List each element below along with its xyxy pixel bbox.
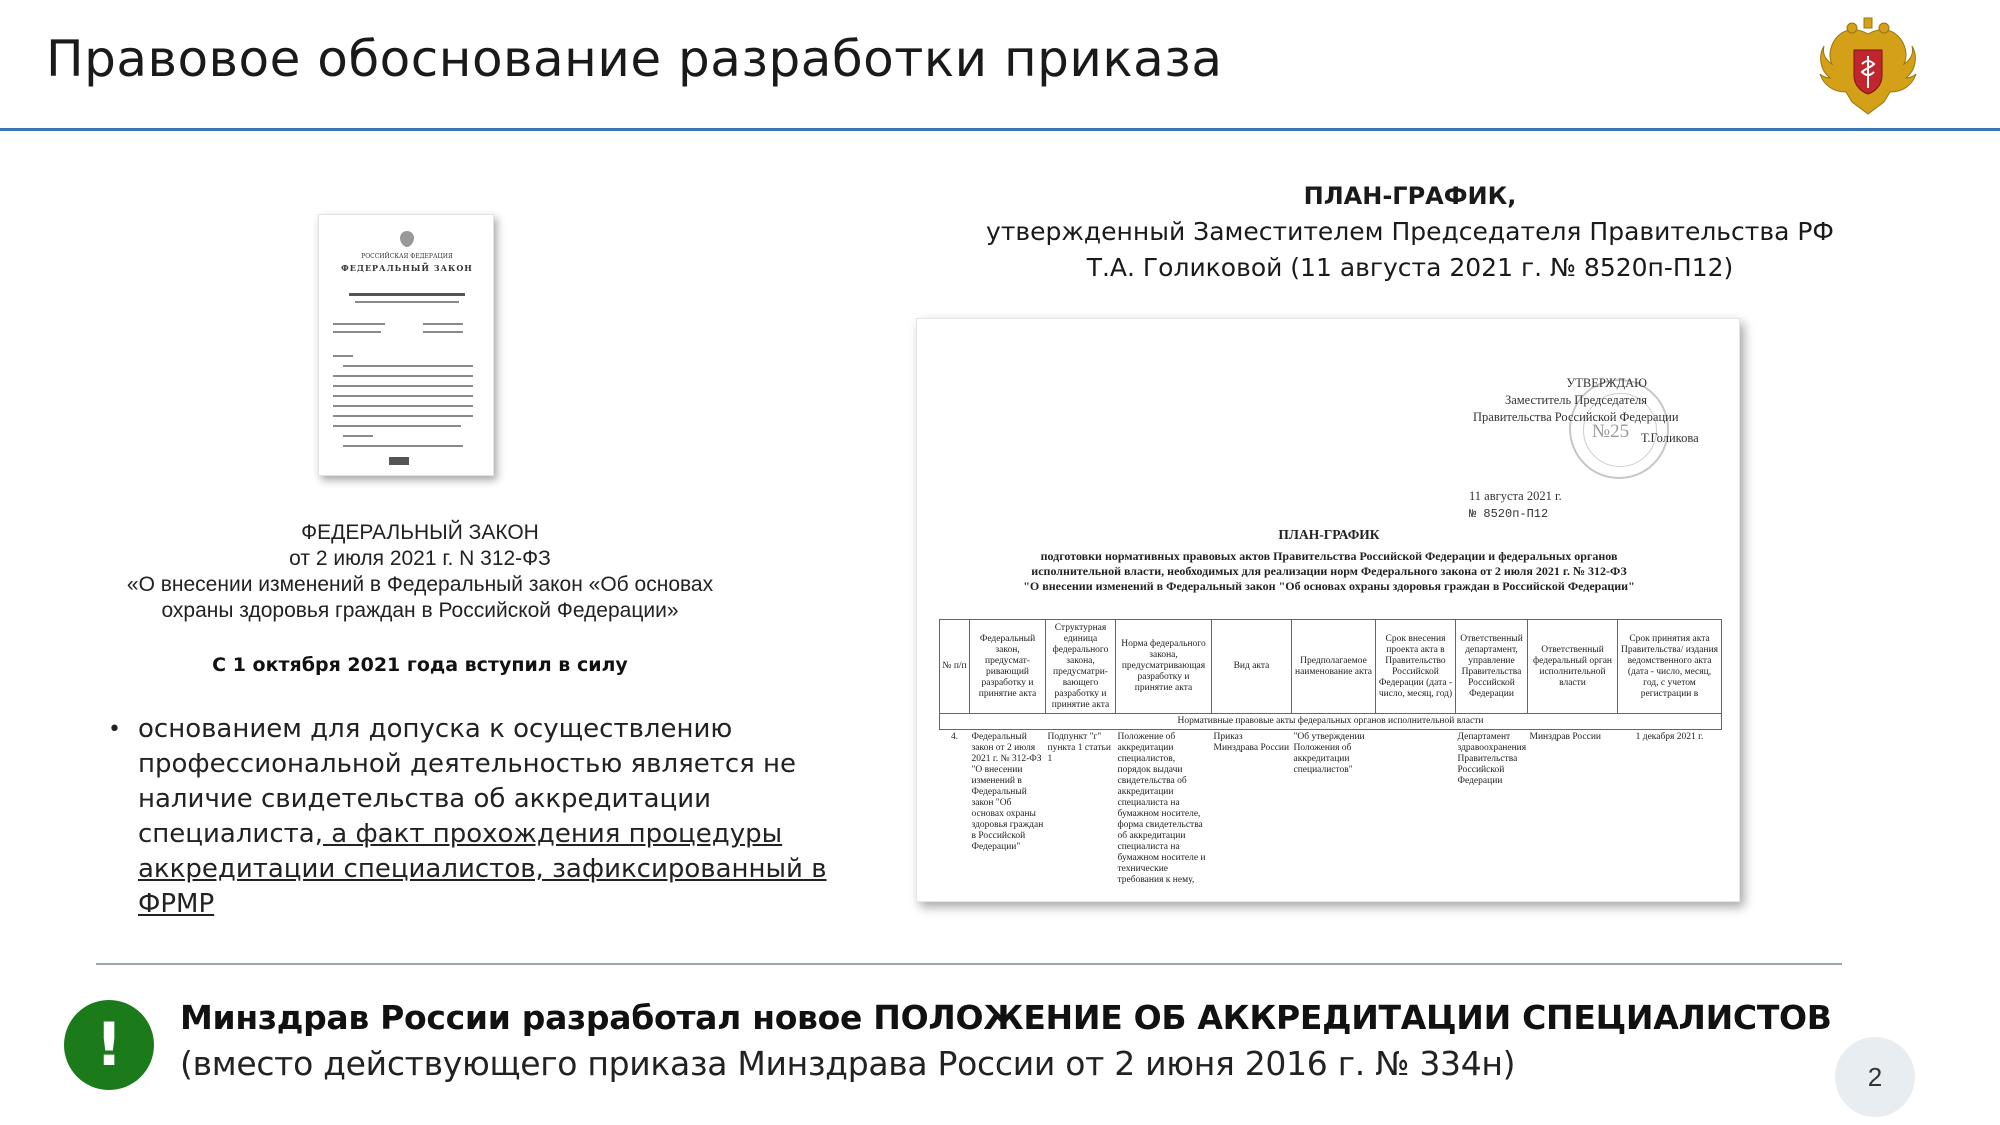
approval-line3: Правительства Российской Федерации — [1473, 410, 1679, 424]
bullet-text — [138, 712, 838, 922]
plan-heading — [860, 178, 1960, 286]
plan-table-cell: Минздрав России — [1528, 730, 1618, 900]
plan-table-cell: "Об утверждении Положения об аккредитации специалистов" — [1292, 730, 1376, 900]
approval-signer: Т.Голикова — [1641, 431, 1699, 445]
scan-emblem-icon — [397, 229, 417, 249]
plan-table-header-cell: Структурная единица федерального закона, предусматри-вающего разработку и принятие акта — [1046, 620, 1116, 714]
bottom-divider — [96, 963, 1842, 965]
scan-country: РОССИЙСКАЯ ФЕДЕРАЦИЯ — [361, 253, 453, 260]
plan-schedule-scan-image — [916, 318, 1740, 902]
federal-law-scan-image — [318, 214, 494, 476]
ministry-emblem-icon — [1812, 14, 1924, 126]
law-caption-line1: ФЕДЕРАЛЬНЫЙ ЗАКОН — [301, 521, 539, 544]
plan-table-cell: Департамент здравоохранения Правительства Российской Федерации — [1456, 730, 1528, 900]
approval-line1: УТВЕРЖДАЮ — [1566, 376, 1647, 390]
law-effective-date: С 1 октября 2021 года вступил в силу — [212, 654, 628, 676]
plan-heading-title: ПЛАН-ГРАФИК, — [1303, 182, 1517, 210]
page-number: 2 — [1867, 1062, 1883, 1092]
plan-table-header-cell: Срок принятия акта Правительства/ издания ведомственного акта (дата - число, месяц, год, с учетом регистрации в — [1618, 620, 1722, 714]
seal-number: №25 — [1592, 421, 1630, 442]
approval-date-line1: 11 августа 2021 г. — [1469, 489, 1562, 503]
alert-headline: Минздрав России разработал новое ПОЛОЖЕНИЕ ОБ АККРЕДИТАЦИИ СПЕЦИАЛИСТОВ — [180, 998, 1832, 1037]
scan-plan-subtitle-line2: исполнительной власти, необходимых для реализации норм Федерального закона от 2 июля 2021 г. № 312-ФЗ — [1031, 564, 1627, 578]
plan-table — [939, 619, 1722, 900]
law-caption — [60, 520, 780, 624]
law-caption-line4: охраны здоровья граждан в Российской Федерации» — [161, 599, 679, 622]
law-caption-line2: от 2 июля 2021 г. N 312-ФЗ — [289, 547, 551, 570]
scan-plan-subtitle-line3: "О внесении изменений в Федеральный закон "Об основах охраны здоровья граждан в Российской Федерации" — [1023, 579, 1635, 593]
plan-table-header-cell: Федеральный закон, предусмат-ривающий разработку и принятие акта — [970, 620, 1046, 714]
plan-table-section-row — [940, 714, 1722, 730]
plan-heading-line2: утвержденный Заместителем Председателя Правительства РФ — [986, 217, 1834, 246]
scan-plan-subtitle-line1: подготовки нормативных правовых актов Правительства Российской Федерации и федеральных органов — [1040, 549, 1618, 563]
approval-date — [1469, 487, 1562, 523]
plan-table-cell: 1 декабря 2021 г. — [1618, 730, 1722, 900]
law-caption-line3: «О внесении изменений в Федеральный закон «Об основах — [126, 573, 714, 596]
plan-table-header-cell: Срок внесения проекта акта в Правительство Российской Федерации (дата - число, месяц, год) — [1376, 620, 1456, 714]
bullet-text-plain: основанием для допуска к осуществлению профессиональной деятельностью является не наличие свидетельства об аккредитации специалиста, — [138, 714, 797, 849]
plan-table-header-row — [940, 620, 1722, 714]
plan-table-header-cell: Вид акта — [1212, 620, 1292, 714]
plan-table-cell: Положение об аккредитации специалистов, порядок выдачи свидетельства об аккредитации специалиста на бумажном носителе, форма свидетельства об аккредитации специалиста на бумажном носителе и технические требования к нему, — [1116, 730, 1212, 900]
table-row — [940, 730, 1722, 900]
scan-plan-title: ПЛАН-ГРАФИК — [1278, 527, 1380, 542]
plan-table-header-cell: Норма федерального закона, предусматривающая разработку и принятие акта — [1116, 620, 1212, 714]
plan-table-cell — [1376, 730, 1456, 900]
exclamation-icon: ! — [95, 1010, 123, 1080]
plan-table-cell: Приказ Минздрава России — [1212, 730, 1292, 900]
plan-table-cell: Федеральный закон от 2 июля 2021 г. № 312-ФЗ "О внесении изменений в Федеральный закон "Об основах охраны здоровья граждан в Российской Федерации" — [970, 730, 1046, 900]
plan-heading-line3: Т.А. Голиковой (11 августа 2021 г. № 8520п-П12) — [1086, 253, 1734, 282]
alert-subline: (вместо действующего приказа Минздрава России от 2 июня 2016 г. № 334н) — [180, 1044, 1516, 1083]
bullet-marker: • — [108, 717, 121, 742]
plan-table-header-cell: Ответственный федеральный орган исполнительной власти — [1528, 620, 1618, 714]
scan-plan-subtitle — [917, 549, 1740, 594]
plan-table-cell: 4. — [940, 730, 970, 900]
plan-table-header-cell: Ответственный департамент, управление Правительства Российской Федерации — [1456, 620, 1528, 714]
approval-date-line2: № 8520п-П12 — [1469, 507, 1549, 521]
approval-block — [1473, 375, 1679, 426]
plan-table-header-cell: № п/п — [940, 620, 970, 714]
plan-table-cell: Подпункт "г" пункта 1 статьи 1 — [1046, 730, 1116, 900]
bullet-text-underlined: а факт прохождения процедуры аккредитации специалистов, зафиксированный в ФРМР — [138, 819, 827, 919]
plan-table-header-cell: Предполагаемое наименование акта — [1292, 620, 1376, 714]
page-title: Правовое обоснование разработки приказа — [46, 30, 1223, 88]
scan-doc-type: ФЕДЕРАЛЬНЫЙ ЗАКОН — [341, 263, 473, 273]
approval-line2: Заместитель Председателя — [1504, 393, 1647, 407]
title-divider — [0, 128, 2000, 131]
plan-table-section-cell: Нормативные правовые акты федеральных органов исполнительной власти — [940, 714, 1722, 730]
